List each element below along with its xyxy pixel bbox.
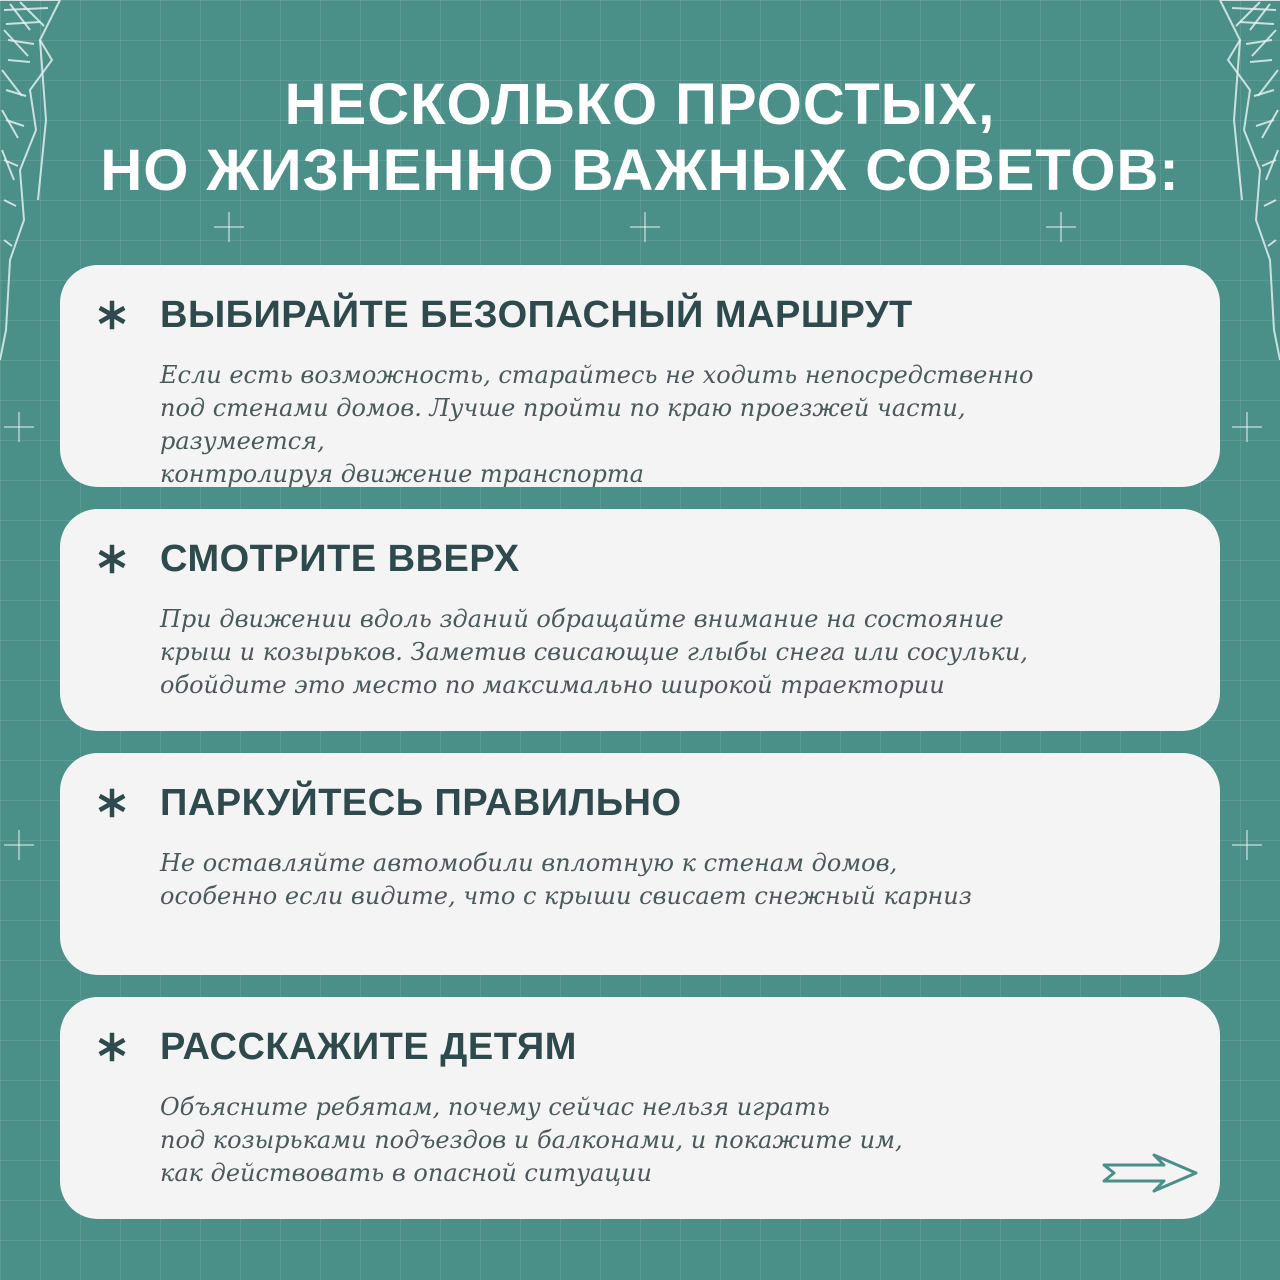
tip-text-line: особенно если видите, что с крыши свисает снежный карниз [160, 882, 972, 910]
tip-text-line: Не оставляйте автомобили вплотную к стенам домов, [160, 849, 898, 877]
tip-text-line: Если есть возможность, старайтесь не ходить непосредственно [160, 361, 1034, 389]
tip-heading: ПАРКУЙТЕСЬ ПРАВИЛЬНО [160, 782, 682, 824]
plus-decor-icon [4, 830, 34, 860]
plus-decor-icon [630, 212, 660, 242]
asterisk-icon [96, 299, 128, 331]
plus-decor-icon [1046, 212, 1076, 242]
arrow-right-icon[interactable] [1102, 1153, 1198, 1193]
tip-text-line: под стенами домов. Лучше пройти по краю проезжей части, разумеется, [160, 394, 966, 455]
tip-heading: СМОТРИТЕ ВВЕРХ [160, 538, 520, 580]
tip-heading: РАССКАЖИТЕ ДЕТЯМ [160, 1026, 577, 1068]
tip-text [160, 359, 1120, 491]
plus-decor-icon [1232, 412, 1262, 442]
asterisk-icon [96, 543, 128, 575]
page-title-line1: НЕСКОЛЬКО ПРОСТЫХ, [284, 72, 996, 137]
page-title-line2: НО ЖИЗНЕННО ВАЖНЫХ СОВЕТОВ: [100, 138, 1180, 203]
tip-card-look-up [60, 509, 1220, 731]
tip-card-route [60, 265, 1220, 487]
plus-decor-icon [214, 212, 244, 242]
tip-text-line: Объясните ребятам, почему сейчас нельзя играть [160, 1093, 830, 1121]
page-title [0, 72, 1280, 204]
tip-text-line: При движении вдоль зданий обращайте внимание на состояние [160, 605, 1004, 633]
tip-text-line: контролируя движение транспорта [160, 460, 644, 488]
tip-text-line: как действовать в опасной ситуации [160, 1159, 652, 1187]
plus-decor-icon [4, 412, 34, 442]
tip-text [160, 1091, 1120, 1190]
asterisk-icon [96, 787, 128, 819]
plus-decor-icon [1232, 830, 1262, 860]
tip-card-children [60, 997, 1220, 1219]
tip-text-line: обойдите это место по максимально широкой траектории [160, 671, 945, 699]
tip-text-line: крыш и козырьков. Заметив свисающие глыбы снега или сосульки, [160, 638, 1028, 666]
tip-text [160, 603, 1120, 702]
tip-text [160, 847, 1120, 913]
tip-heading: ВЫБИРАЙТЕ БЕЗОПАСНЫЙ МАРШРУТ [160, 294, 913, 336]
tip-card-parking [60, 753, 1220, 975]
tip-text-line: под козырьками подъездов и балконами, и покажите им, [160, 1126, 903, 1154]
asterisk-icon [96, 1031, 128, 1063]
